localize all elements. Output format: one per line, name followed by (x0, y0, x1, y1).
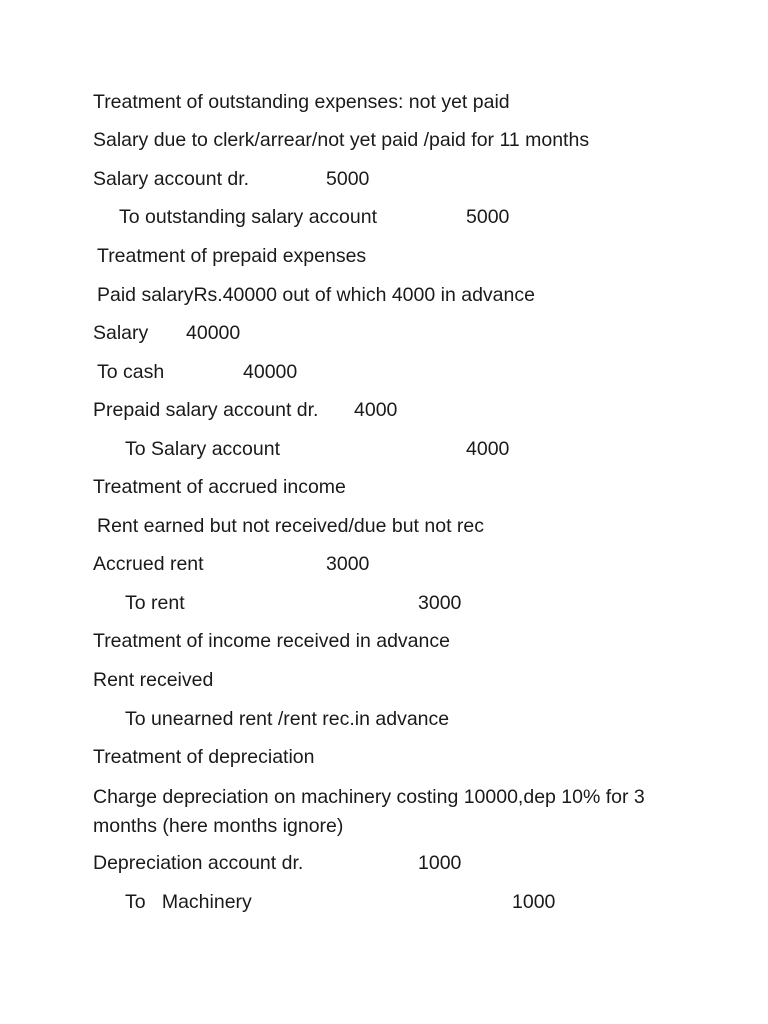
entry-amount: 40000 (186, 322, 241, 344)
entry-label: To cash (97, 361, 165, 383)
heading-prepaid-expenses: Treatment of prepaid expenses (97, 245, 367, 267)
entry-label: To unearned rent /rent rec.in advance (125, 708, 450, 730)
heading-accrued-income: Treatment of accrued income (93, 476, 346, 498)
heading-income-in-advance: Treatment of income received in advance (93, 630, 450, 652)
entry-amount: 1000 (512, 891, 556, 913)
entry-label: Rent received (93, 669, 214, 691)
entry-label: Salary account dr. (93, 168, 250, 190)
text-line: Salary due to clerk/arrear/not yet paid /paid for 11 months (93, 129, 590, 151)
entry-amount: 3000 (418, 592, 462, 614)
heading-depreciation: Treatment of depreciation (93, 746, 315, 768)
text-line: Paid salaryRs.40000 out of which 4000 in advance (97, 284, 535, 306)
entry-amount: 3000 (326, 553, 370, 575)
heading-outstanding-expenses: Treatment of outstanding expenses: not yet paid (93, 91, 510, 113)
entry-amount: 40000 (243, 361, 298, 383)
entry-amount: 1000 (418, 852, 462, 874)
entry-amount: 5000 (326, 168, 370, 190)
entry-amount: 5000 (466, 206, 510, 228)
text-paragraph: Charge depreciation on machinery costing 10000,dep 10% for 3 months (here months ignore) (93, 786, 645, 837)
entry-amount: 4000 (466, 438, 510, 460)
entry-label: Accrued rent (93, 553, 204, 575)
entry-label: To Salary account (125, 438, 281, 460)
entry-label: To rent (125, 592, 185, 614)
entry-label: Depreciation account dr. (93, 852, 304, 874)
entry-label: To outstanding salary account (119, 206, 377, 228)
entry-amount: 4000 (354, 399, 398, 421)
entry-label: Salary (93, 322, 149, 344)
text-line: Rent earned but not received/due but not rec (97, 515, 485, 537)
entry-label: Prepaid salary account dr. (93, 399, 319, 421)
entry-label: To Machinery (125, 891, 252, 913)
